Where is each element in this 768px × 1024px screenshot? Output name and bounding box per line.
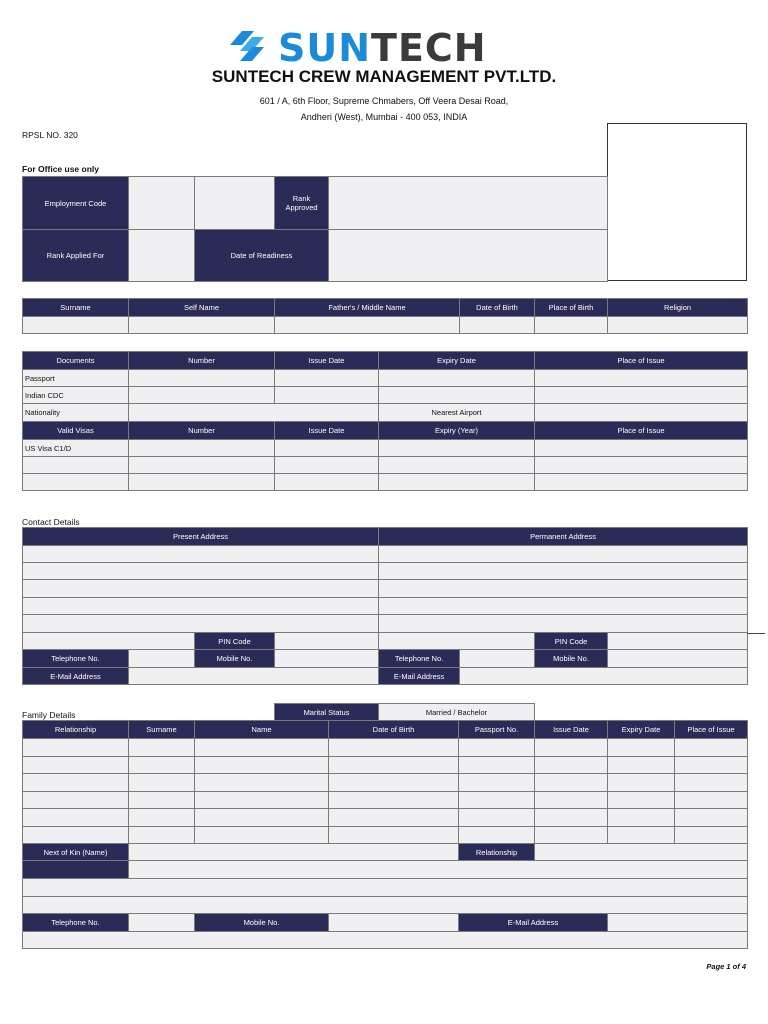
page-number: Page 1 of 4 bbox=[706, 962, 746, 971]
nok-mobile-field[interactable] bbox=[329, 914, 459, 932]
date-readiness-label: Date of Readiness bbox=[195, 230, 329, 282]
family-cell[interactable] bbox=[23, 809, 129, 827]
family-cell[interactable] bbox=[459, 757, 535, 774]
nok-telephone-label: Telephone No. bbox=[23, 914, 129, 932]
present-address-line[interactable] bbox=[23, 598, 379, 615]
visa-issue-field[interactable] bbox=[275, 474, 379, 491]
family-cell[interactable] bbox=[329, 792, 459, 809]
family-cell[interactable] bbox=[329, 774, 459, 792]
permanent-address-line[interactable] bbox=[379, 546, 748, 563]
present-pin-field[interactable] bbox=[275, 633, 379, 650]
nok-telephone-field[interactable] bbox=[129, 914, 195, 932]
documents-table bbox=[22, 351, 748, 491]
marital-status-table bbox=[274, 703, 535, 721]
date-readiness-field[interactable] bbox=[329, 230, 608, 282]
nearest-airport-label: Nearest Airport bbox=[379, 404, 535, 422]
family-cell[interactable] bbox=[329, 757, 459, 774]
family-cell[interactable] bbox=[535, 739, 608, 757]
visa-place-field[interactable] bbox=[535, 440, 748, 457]
cdc-expiry-field[interactable] bbox=[379, 387, 535, 404]
present-address-header: Present Address bbox=[23, 528, 379, 546]
company-logo bbox=[230, 26, 520, 70]
family-cell[interactable] bbox=[535, 774, 608, 792]
pob-field[interactable] bbox=[535, 317, 608, 334]
cdc-issue-field[interactable] bbox=[275, 387, 379, 404]
nok-relationship-label: Relationship bbox=[459, 844, 535, 861]
col-father-name: Father's / Middle Name bbox=[275, 299, 460, 317]
rank-applied-field[interactable] bbox=[129, 230, 195, 282]
family-cell[interactable] bbox=[535, 827, 608, 844]
col-visa-place: Place of Issue bbox=[535, 422, 748, 440]
religion-field[interactable] bbox=[608, 317, 748, 334]
next-of-kin-field[interactable] bbox=[129, 844, 459, 861]
nok-address-line[interactable] bbox=[23, 879, 748, 897]
visa-type-field[interactable] bbox=[23, 474, 129, 491]
col-passport-no: Passport No. bbox=[459, 721, 535, 739]
col-visa-number: Number bbox=[129, 422, 275, 440]
present-address-line[interactable] bbox=[23, 580, 379, 598]
visa-expiry-field[interactable] bbox=[379, 440, 535, 457]
present-telephone-field[interactable] bbox=[129, 650, 195, 668]
present-mobile-label: Mobile No. bbox=[195, 650, 275, 668]
col-documents: Documents bbox=[23, 352, 129, 370]
permanent-email-field[interactable] bbox=[460, 668, 748, 685]
employment-code-field[interactable] bbox=[129, 177, 195, 230]
family-cell[interactable] bbox=[23, 774, 129, 792]
visa-expiry-field[interactable] bbox=[379, 474, 535, 491]
col-surname: Surname bbox=[129, 721, 195, 739]
family-cell[interactable] bbox=[675, 792, 748, 809]
permanent-telephone-field[interactable] bbox=[460, 650, 535, 668]
office-use-table bbox=[22, 176, 608, 282]
visa-place-field[interactable] bbox=[535, 474, 748, 491]
family-details-title: Family Details bbox=[22, 710, 76, 720]
family-cell[interactable] bbox=[675, 774, 748, 792]
divider bbox=[747, 633, 765, 634]
family-cell[interactable] bbox=[535, 792, 608, 809]
permanent-address-line[interactable] bbox=[379, 563, 748, 580]
office-use-label: For Office use only bbox=[22, 164, 99, 174]
family-cell[interactable] bbox=[535, 757, 608, 774]
marital-status-label: Marital Status bbox=[275, 704, 379, 721]
family-cell[interactable] bbox=[195, 792, 329, 809]
nok-relationship-field[interactable] bbox=[535, 844, 748, 861]
permanent-telephone-label: Telephone No. bbox=[379, 650, 460, 668]
nok-email-label: E-Mail Address bbox=[459, 914, 608, 932]
visa-number-field[interactable] bbox=[129, 474, 275, 491]
family-cell[interactable] bbox=[459, 739, 535, 757]
present-email-field[interactable] bbox=[129, 668, 379, 685]
blank-cell bbox=[195, 177, 275, 230]
dob-field[interactable] bbox=[460, 317, 535, 334]
family-cell[interactable] bbox=[195, 827, 329, 844]
family-cell[interactable] bbox=[195, 739, 329, 757]
permanent-address-line[interactable] bbox=[379, 633, 535, 650]
self-name-field[interactable] bbox=[129, 317, 275, 334]
employment-code-label: Employment Code bbox=[23, 177, 129, 230]
surname-field[interactable] bbox=[23, 317, 129, 334]
rpsl-number: RPSL NO. 320 bbox=[22, 130, 78, 140]
visa-issue-field[interactable] bbox=[275, 440, 379, 457]
permanent-address-header: Permanent Address bbox=[379, 528, 748, 546]
permanent-mobile-label: Mobile No. bbox=[535, 650, 608, 668]
present-address-line[interactable] bbox=[23, 633, 195, 650]
family-cell[interactable] bbox=[195, 774, 329, 792]
cdc-number-field[interactable] bbox=[129, 387, 275, 404]
col-name: Name bbox=[195, 721, 329, 739]
col-expiry-date: Expiry Date bbox=[379, 352, 535, 370]
family-cell[interactable] bbox=[459, 827, 535, 844]
family-cell[interactable] bbox=[608, 757, 675, 774]
family-cell[interactable] bbox=[23, 739, 129, 757]
passport-place-field[interactable] bbox=[535, 370, 748, 387]
visa-type-field[interactable] bbox=[23, 457, 129, 474]
col-issue-date: Issue Date bbox=[535, 721, 608, 739]
family-cell[interactable] bbox=[129, 792, 195, 809]
col-place-of-issue: Place of Issue bbox=[675, 721, 748, 739]
visa-place-field[interactable] bbox=[535, 457, 748, 474]
col-issue-date: Issue Date bbox=[275, 352, 379, 370]
family-cell[interactable] bbox=[129, 827, 195, 844]
nearest-airport-field[interactable] bbox=[535, 404, 748, 422]
personal-table bbox=[22, 298, 748, 334]
col-dob: Date of Birth bbox=[460, 299, 535, 317]
family-cell[interactable] bbox=[459, 809, 535, 827]
present-address-line[interactable] bbox=[23, 615, 379, 633]
us-visa-label: US Visa C1/D bbox=[23, 440, 129, 457]
permanent-pin-field[interactable] bbox=[608, 633, 748, 650]
family-cell[interactable] bbox=[459, 774, 535, 792]
permanent-address-line[interactable] bbox=[379, 598, 748, 615]
col-pob: Place of Birth bbox=[535, 299, 608, 317]
father-name-field[interactable] bbox=[275, 317, 460, 334]
family-cell[interactable] bbox=[608, 774, 675, 792]
rank-applied-label: Rank Applied For bbox=[23, 230, 129, 282]
passport-label: Passport bbox=[23, 370, 129, 387]
family-cell[interactable] bbox=[608, 827, 675, 844]
nok-extra-line[interactable] bbox=[23, 932, 748, 949]
contact-table bbox=[22, 527, 748, 685]
visa-number-field[interactable] bbox=[129, 440, 275, 457]
family-cell[interactable] bbox=[608, 739, 675, 757]
visa-number-field[interactable] bbox=[129, 457, 275, 474]
passport-number-field[interactable] bbox=[129, 370, 275, 387]
present-email-label: E-Mail Address bbox=[23, 668, 129, 685]
col-visa-issue: Issue Date bbox=[275, 422, 379, 440]
present-address-line[interactable] bbox=[23, 563, 379, 580]
col-surname: Surname bbox=[23, 299, 129, 317]
nok-mobile-label: Mobile No. bbox=[195, 914, 329, 932]
present-mobile-field[interactable] bbox=[275, 650, 379, 668]
family-cell[interactable] bbox=[129, 739, 195, 757]
family-cell[interactable] bbox=[195, 809, 329, 827]
family-cell[interactable] bbox=[459, 792, 535, 809]
rank-approved-field[interactable] bbox=[329, 177, 608, 230]
address-line-1: 601 / A, 6th Floor, Supreme Chmabers, Off Veera Desai Road, bbox=[259, 96, 509, 106]
contact-details-title: Contact Details bbox=[22, 517, 80, 527]
family-cell[interactable] bbox=[329, 739, 459, 757]
logo-mark-icon bbox=[230, 31, 270, 67]
present-pin-label: PIN Code bbox=[195, 633, 275, 650]
logo-wordmark: SUNTECH bbox=[278, 26, 487, 70]
address-line-2: Andheri (West), Mumbai - 400 053, INDIA bbox=[300, 112, 468, 122]
present-telephone-label: Telephone No. bbox=[23, 650, 129, 668]
family-cell[interactable] bbox=[329, 809, 459, 827]
col-dob: Date of Birth bbox=[329, 721, 459, 739]
family-cell[interactable] bbox=[129, 757, 195, 774]
col-visa-expiry: Expiry (Year) bbox=[379, 422, 535, 440]
col-number: Number bbox=[129, 352, 275, 370]
present-address-line[interactable] bbox=[23, 546, 379, 563]
permanent-address-line[interactable] bbox=[379, 615, 748, 633]
col-valid-visas: Valid Visas bbox=[23, 422, 129, 440]
col-place-of-issue: Place of Issue bbox=[535, 352, 748, 370]
nationality-field[interactable] bbox=[129, 404, 379, 422]
nok-email-field[interactable] bbox=[608, 914, 748, 932]
cdc-place-field[interactable] bbox=[535, 387, 748, 404]
permanent-email-label: E-Mail Address bbox=[379, 668, 460, 685]
family-cell[interactable] bbox=[195, 757, 329, 774]
family-cell[interactable] bbox=[129, 809, 195, 827]
family-cell[interactable] bbox=[535, 809, 608, 827]
family-cell[interactable] bbox=[23, 757, 129, 774]
family-cell[interactable] bbox=[675, 757, 748, 774]
col-self-name: Self Name bbox=[129, 299, 275, 317]
passport-issue-field[interactable] bbox=[275, 370, 379, 387]
permanent-address-line[interactable] bbox=[379, 580, 748, 598]
nok-marker-cell bbox=[23, 861, 129, 879]
family-cell[interactable] bbox=[23, 792, 129, 809]
family-cell[interactable] bbox=[23, 827, 129, 844]
family-cell[interactable] bbox=[608, 809, 675, 827]
rank-approved-label: Rank Approved bbox=[275, 177, 329, 230]
col-relationship: Relationship bbox=[23, 721, 129, 739]
nok-address-line[interactable] bbox=[23, 897, 748, 914]
next-of-kin-label: Next of Kin (Name) bbox=[23, 844, 129, 861]
permanent-mobile-field[interactable] bbox=[608, 650, 748, 668]
cdc-label: Indian CDC bbox=[23, 387, 129, 404]
family-cell[interactable] bbox=[329, 827, 459, 844]
nok-address-line[interactable] bbox=[129, 861, 748, 879]
photo-box[interactable] bbox=[607, 123, 747, 281]
family-cell[interactable] bbox=[675, 809, 748, 827]
visa-issue-field[interactable] bbox=[275, 457, 379, 474]
family-cell[interactable] bbox=[675, 739, 748, 757]
family-cell[interactable] bbox=[675, 827, 748, 844]
family-cell[interactable] bbox=[129, 774, 195, 792]
nationality-label: Nationality bbox=[23, 404, 129, 422]
visa-expiry-field[interactable] bbox=[379, 457, 535, 474]
family-table bbox=[22, 720, 748, 949]
passport-expiry-field[interactable] bbox=[379, 370, 535, 387]
col-religion: Religion bbox=[608, 299, 748, 317]
company-name: SUNTECH CREW MANAGEMENT PVT.LTD. bbox=[211, 67, 557, 86]
family-cell[interactable] bbox=[608, 792, 675, 809]
permanent-pin-label: PIN Code bbox=[535, 633, 608, 650]
marital-status-value[interactable]: Married / Bachelor bbox=[379, 704, 535, 721]
col-expiry-date: Expiry Date bbox=[608, 721, 675, 739]
